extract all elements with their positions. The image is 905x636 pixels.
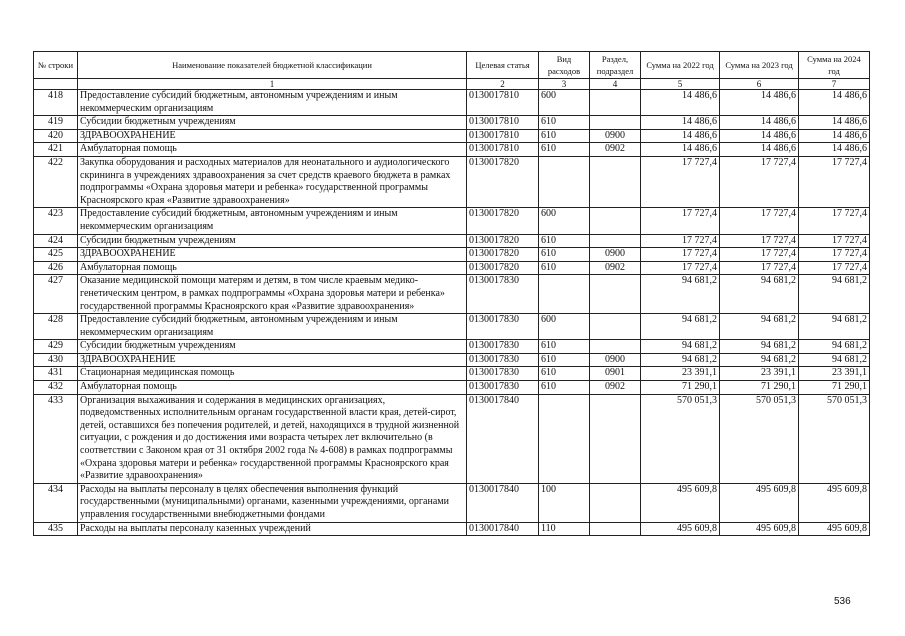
table-row [34, 367, 870, 381]
section-code [590, 156, 641, 207]
indicator-name: Стационарная медицинская помощь [78, 367, 467, 381]
sum-2024: 14 486,6 [799, 143, 870, 157]
sum-2022: 17 727,4 [641, 248, 720, 262]
section-code [590, 483, 641, 522]
header-sum-2023: Сумма на 2023 год [720, 52, 799, 79]
sum-2022: 94 681,2 [641, 353, 720, 367]
section-code: 0902 [590, 143, 641, 157]
expense-type: 610 [539, 261, 590, 275]
expense-type: 610 [539, 381, 590, 395]
indicator-name: Расходы на выплаты персоналу в целях обеспечения выполнения функций государственными (муниципальными) органами, казенными учреждениями, органами управления государственными внебюджетными фондами [78, 483, 467, 522]
table-row [34, 353, 870, 367]
sum-2023: 94 681,2 [720, 314, 799, 340]
sum-2024: 14 486,6 [799, 129, 870, 143]
sum-2024: 23 391,1 [799, 367, 870, 381]
row-number: 430 [34, 353, 78, 367]
indicator-name: Закупка оборудования и расходных материалов для неонатального и аудиологического скрининга в учреждениях здравоохранения за счет средств краевого бюджета в рамках подпрограммы «Охрана здоровья матери и ребенка» государственной программы Красноярского края «Развитие здравоохранения» [78, 156, 467, 207]
sum-2023: 17 727,4 [720, 261, 799, 275]
row-number: 418 [34, 90, 78, 116]
section-code [590, 90, 641, 116]
sum-2024: 570 051,3 [799, 394, 870, 483]
sum-2022: 17 727,4 [641, 156, 720, 207]
page-number: 536 [834, 596, 851, 607]
table-row [34, 275, 870, 314]
sum-2023: 23 391,1 [720, 367, 799, 381]
sum-2023: 570 051,3 [720, 394, 799, 483]
sum-2023: 17 727,4 [720, 156, 799, 207]
indicator-name: Субсидии бюджетным учреждениям [78, 340, 467, 354]
header-indicator-name: Наименование показателей бюджетной классификации [78, 52, 467, 79]
sum-2023: 94 681,2 [720, 340, 799, 354]
header-sum-2022: Сумма на 2022 год [641, 52, 720, 79]
sum-2024: 14 486,6 [799, 116, 870, 130]
column-number-row [34, 79, 870, 90]
row-number: 432 [34, 381, 78, 395]
row-number: 422 [34, 156, 78, 207]
column-number: 2 [467, 79, 539, 90]
target-item-code: 0130017810 [467, 143, 539, 157]
target-item-code: 0130017830 [467, 381, 539, 395]
section-code: 0900 [590, 353, 641, 367]
table-row [34, 394, 870, 483]
sum-2022: 94 681,2 [641, 275, 720, 314]
target-item-code: 0130017820 [467, 156, 539, 207]
header-expense-type: Вид расходов [539, 52, 590, 79]
sum-2023: 94 681,2 [720, 353, 799, 367]
target-item-code: 0130017820 [467, 208, 539, 234]
section-code [590, 234, 641, 248]
budget-table [33, 51, 870, 536]
column-number: 3 [539, 79, 590, 90]
indicator-name: ЗДРАВООХРАНЕНИЕ [78, 129, 467, 143]
column-number: 5 [641, 79, 720, 90]
table-row [34, 90, 870, 116]
sum-2024: 17 727,4 [799, 208, 870, 234]
row-number: 423 [34, 208, 78, 234]
sum-2023: 71 290,1 [720, 381, 799, 395]
expense-type: 100 [539, 483, 590, 522]
expense-type [539, 275, 590, 314]
row-number: 434 [34, 483, 78, 522]
expense-type: 610 [539, 248, 590, 262]
row-number: 426 [34, 261, 78, 275]
table-row [34, 483, 870, 522]
sum-2024: 94 681,2 [799, 314, 870, 340]
section-code: 0902 [590, 261, 641, 275]
sum-2022: 94 681,2 [641, 314, 720, 340]
sum-2024: 94 681,2 [799, 353, 870, 367]
sum-2024: 94 681,2 [799, 340, 870, 354]
table-row [34, 340, 870, 354]
row-number: 421 [34, 143, 78, 157]
target-item-code: 0130017830 [467, 353, 539, 367]
sum-2023: 94 681,2 [720, 275, 799, 314]
sum-2024: 14 486,6 [799, 90, 870, 116]
sum-2023: 17 727,4 [720, 234, 799, 248]
sum-2022: 23 391,1 [641, 367, 720, 381]
header-section: Раздел, подраздел [590, 52, 641, 79]
expense-type: 600 [539, 90, 590, 116]
table-row [34, 248, 870, 262]
target-item-code: 0130017810 [467, 116, 539, 130]
section-code [590, 340, 641, 354]
target-item-code: 0130017820 [467, 261, 539, 275]
section-code [590, 394, 641, 483]
expense-type [539, 156, 590, 207]
sum-2022: 14 486,6 [641, 129, 720, 143]
sum-2024: 495 609,8 [799, 522, 870, 536]
section-code: 0900 [590, 129, 641, 143]
sum-2024: 495 609,8 [799, 483, 870, 522]
table-row [34, 208, 870, 234]
row-number: 435 [34, 522, 78, 536]
sum-2024: 71 290,1 [799, 381, 870, 395]
header-target-item: Целевая статья [467, 52, 539, 79]
target-item-code: 0130017830 [467, 275, 539, 314]
row-number: 424 [34, 234, 78, 248]
indicator-name: Расходы на выплаты персоналу казенных учреждений [78, 522, 467, 536]
indicator-name: Амбулаторная помощь [78, 381, 467, 395]
expense-type: 610 [539, 129, 590, 143]
sum-2022: 14 486,6 [641, 143, 720, 157]
row-number: 431 [34, 367, 78, 381]
row-number: 420 [34, 129, 78, 143]
indicator-name: Предоставление субсидий бюджетным, автономным учреждениям и иным некоммерческим организациям [78, 208, 467, 234]
sum-2022: 71 290,1 [641, 381, 720, 395]
header-row-number: № строки [34, 52, 78, 79]
sum-2022: 94 681,2 [641, 340, 720, 354]
indicator-name: Предоставление субсидий бюджетным, автономным учреждениям и иным некоммерческим организациям [78, 90, 467, 116]
indicator-name: Субсидии бюджетным учреждениям [78, 116, 467, 130]
section-code [590, 275, 641, 314]
section-code: 0901 [590, 367, 641, 381]
header-sum-2024: Сумма на 2024 год [799, 52, 870, 79]
table-row [34, 234, 870, 248]
column-number: 7 [799, 79, 870, 90]
column-number: 1 [78, 79, 467, 90]
sum-2023: 495 609,8 [720, 483, 799, 522]
table-row [34, 261, 870, 275]
sum-2023: 14 486,6 [720, 143, 799, 157]
sum-2024: 17 727,4 [799, 248, 870, 262]
sum-2023: 14 486,6 [720, 90, 799, 116]
sum-2022: 495 609,8 [641, 483, 720, 522]
table-row [34, 143, 870, 157]
target-item-code: 0130017830 [467, 314, 539, 340]
row-number: 425 [34, 248, 78, 262]
target-item-code: 0130017840 [467, 394, 539, 483]
indicator-name: Предоставление субсидий бюджетным, автономным учреждениям и иным некоммерческим организациям [78, 314, 467, 340]
sum-2024: 17 727,4 [799, 234, 870, 248]
sum-2023: 14 486,6 [720, 116, 799, 130]
expense-type: 610 [539, 340, 590, 354]
sum-2022: 570 051,3 [641, 394, 720, 483]
section-code [590, 522, 641, 536]
row-number: 427 [34, 275, 78, 314]
section-code [590, 116, 641, 130]
target-item-code: 0130017820 [467, 234, 539, 248]
target-item-code: 0130017810 [467, 90, 539, 116]
target-item-code: 0130017840 [467, 483, 539, 522]
indicator-name: Субсидии бюджетным учреждениям [78, 234, 467, 248]
sum-2023: 14 486,6 [720, 129, 799, 143]
section-code [590, 314, 641, 340]
sum-2022: 14 486,6 [641, 90, 720, 116]
target-item-code: 0130017820 [467, 248, 539, 262]
sum-2022: 17 727,4 [641, 261, 720, 275]
target-item-code: 0130017830 [467, 340, 539, 354]
table-row [34, 381, 870, 395]
expense-type: 600 [539, 208, 590, 234]
sum-2022: 495 609,8 [641, 522, 720, 536]
column-number: 4 [590, 79, 641, 90]
sum-2024: 17 727,4 [799, 261, 870, 275]
expense-type: 610 [539, 367, 590, 381]
table-row [34, 116, 870, 130]
row-number: 419 [34, 116, 78, 130]
sum-2023: 495 609,8 [720, 522, 799, 536]
row-number: 429 [34, 340, 78, 354]
sum-2022: 17 727,4 [641, 234, 720, 248]
sum-2024: 94 681,2 [799, 275, 870, 314]
expense-type: 610 [539, 116, 590, 130]
indicator-name: ЗДРАВООХРАНЕНИЕ [78, 248, 467, 262]
row-number: 433 [34, 394, 78, 483]
expense-type: 610 [539, 143, 590, 157]
section-code: 0900 [590, 248, 641, 262]
table-header-row [34, 52, 870, 79]
target-item-code: 0130017810 [467, 129, 539, 143]
expense-type: 610 [539, 353, 590, 367]
section-code [590, 208, 641, 234]
table-row [34, 314, 870, 340]
table-row [34, 129, 870, 143]
table-row [34, 522, 870, 536]
indicator-name: Организация выхаживания и содержания в медицинских организациях, подведомственных исполнительным органам государственной власти края, детей-сирот, детей, оставшихся без попечения родителей, и детей, находящихся в трудной жизненной ситуации, с рождения и до достижения ими возраста четырех лет включительно (в соответствии с Законом края от 31 октября 2002 года № 4-608) в рамках подпрограммы «Охрана здоровья матери и ребенка» государственной программы Красноярского края «Развитие здравоохранения» [78, 394, 467, 483]
sum-2022: 17 727,4 [641, 208, 720, 234]
indicator-name: ЗДРАВООХРАНЕНИЕ [78, 353, 467, 367]
section-code: 0902 [590, 381, 641, 395]
column-number: 6 [720, 79, 799, 90]
sum-2024: 17 727,4 [799, 156, 870, 207]
indicator-name: Амбулаторная помощь [78, 143, 467, 157]
expense-type: 600 [539, 314, 590, 340]
sum-2022: 14 486,6 [641, 116, 720, 130]
indicator-name: Оказание медицинской помощи матерям и детям, в том числе краевым медико-генетическим центром, в рамках подпрограммы «Охрана здоровья матери и ребенка» государственной программы Красноярского края «Развитие здравоохранения» [78, 275, 467, 314]
expense-type: 610 [539, 234, 590, 248]
expense-type [539, 394, 590, 483]
expense-type: 110 [539, 522, 590, 536]
column-number [34, 79, 78, 90]
sum-2023: 17 727,4 [720, 208, 799, 234]
table-row [34, 156, 870, 207]
target-item-code: 0130017830 [467, 367, 539, 381]
sum-2023: 17 727,4 [720, 248, 799, 262]
row-number: 428 [34, 314, 78, 340]
target-item-code: 0130017840 [467, 522, 539, 536]
indicator-name: Амбулаторная помощь [78, 261, 467, 275]
